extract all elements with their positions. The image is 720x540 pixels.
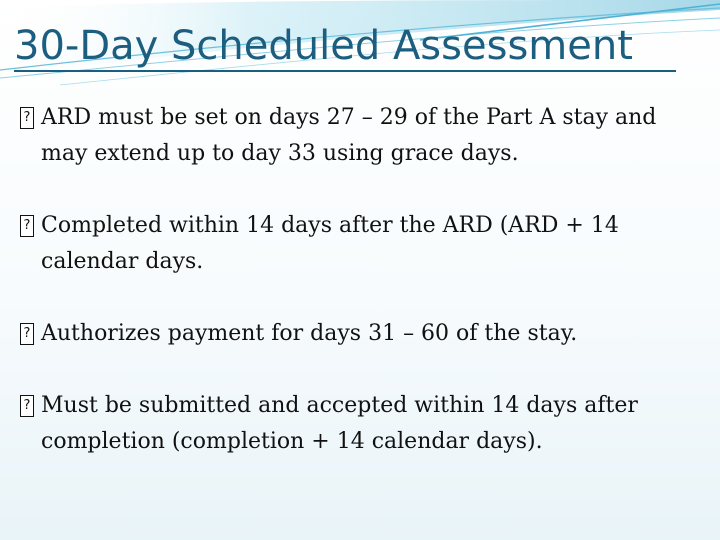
bullet-icon <box>20 107 34 129</box>
bullet-text: ARD must be set on days 27 – 29 of the Part A stay and may extend up to day 33 using grace days. <box>41 105 657 166</box>
title-underline <box>14 70 676 72</box>
slide-title: 30-Day Scheduled Assessment <box>14 23 633 69</box>
bullet-icon <box>20 395 34 417</box>
bullet-list <box>20 100 700 460</box>
bullet-text: Authorizes payment for days 31 – 60 of the stay. <box>41 321 578 346</box>
bullet-item <box>20 208 700 280</box>
bullet-item <box>20 388 700 460</box>
bullet-text: Completed within 14 days after the ARD (ARD + 14 calendar days. <box>41 213 619 274</box>
bullet-icon <box>20 215 34 237</box>
bullet-icon <box>20 323 34 345</box>
bullet-item <box>20 100 700 172</box>
bullet-text: Must be submitted and accepted within 14 days after completion (completion + 14 calendar days). <box>41 393 638 454</box>
bullet-item <box>20 316 700 352</box>
